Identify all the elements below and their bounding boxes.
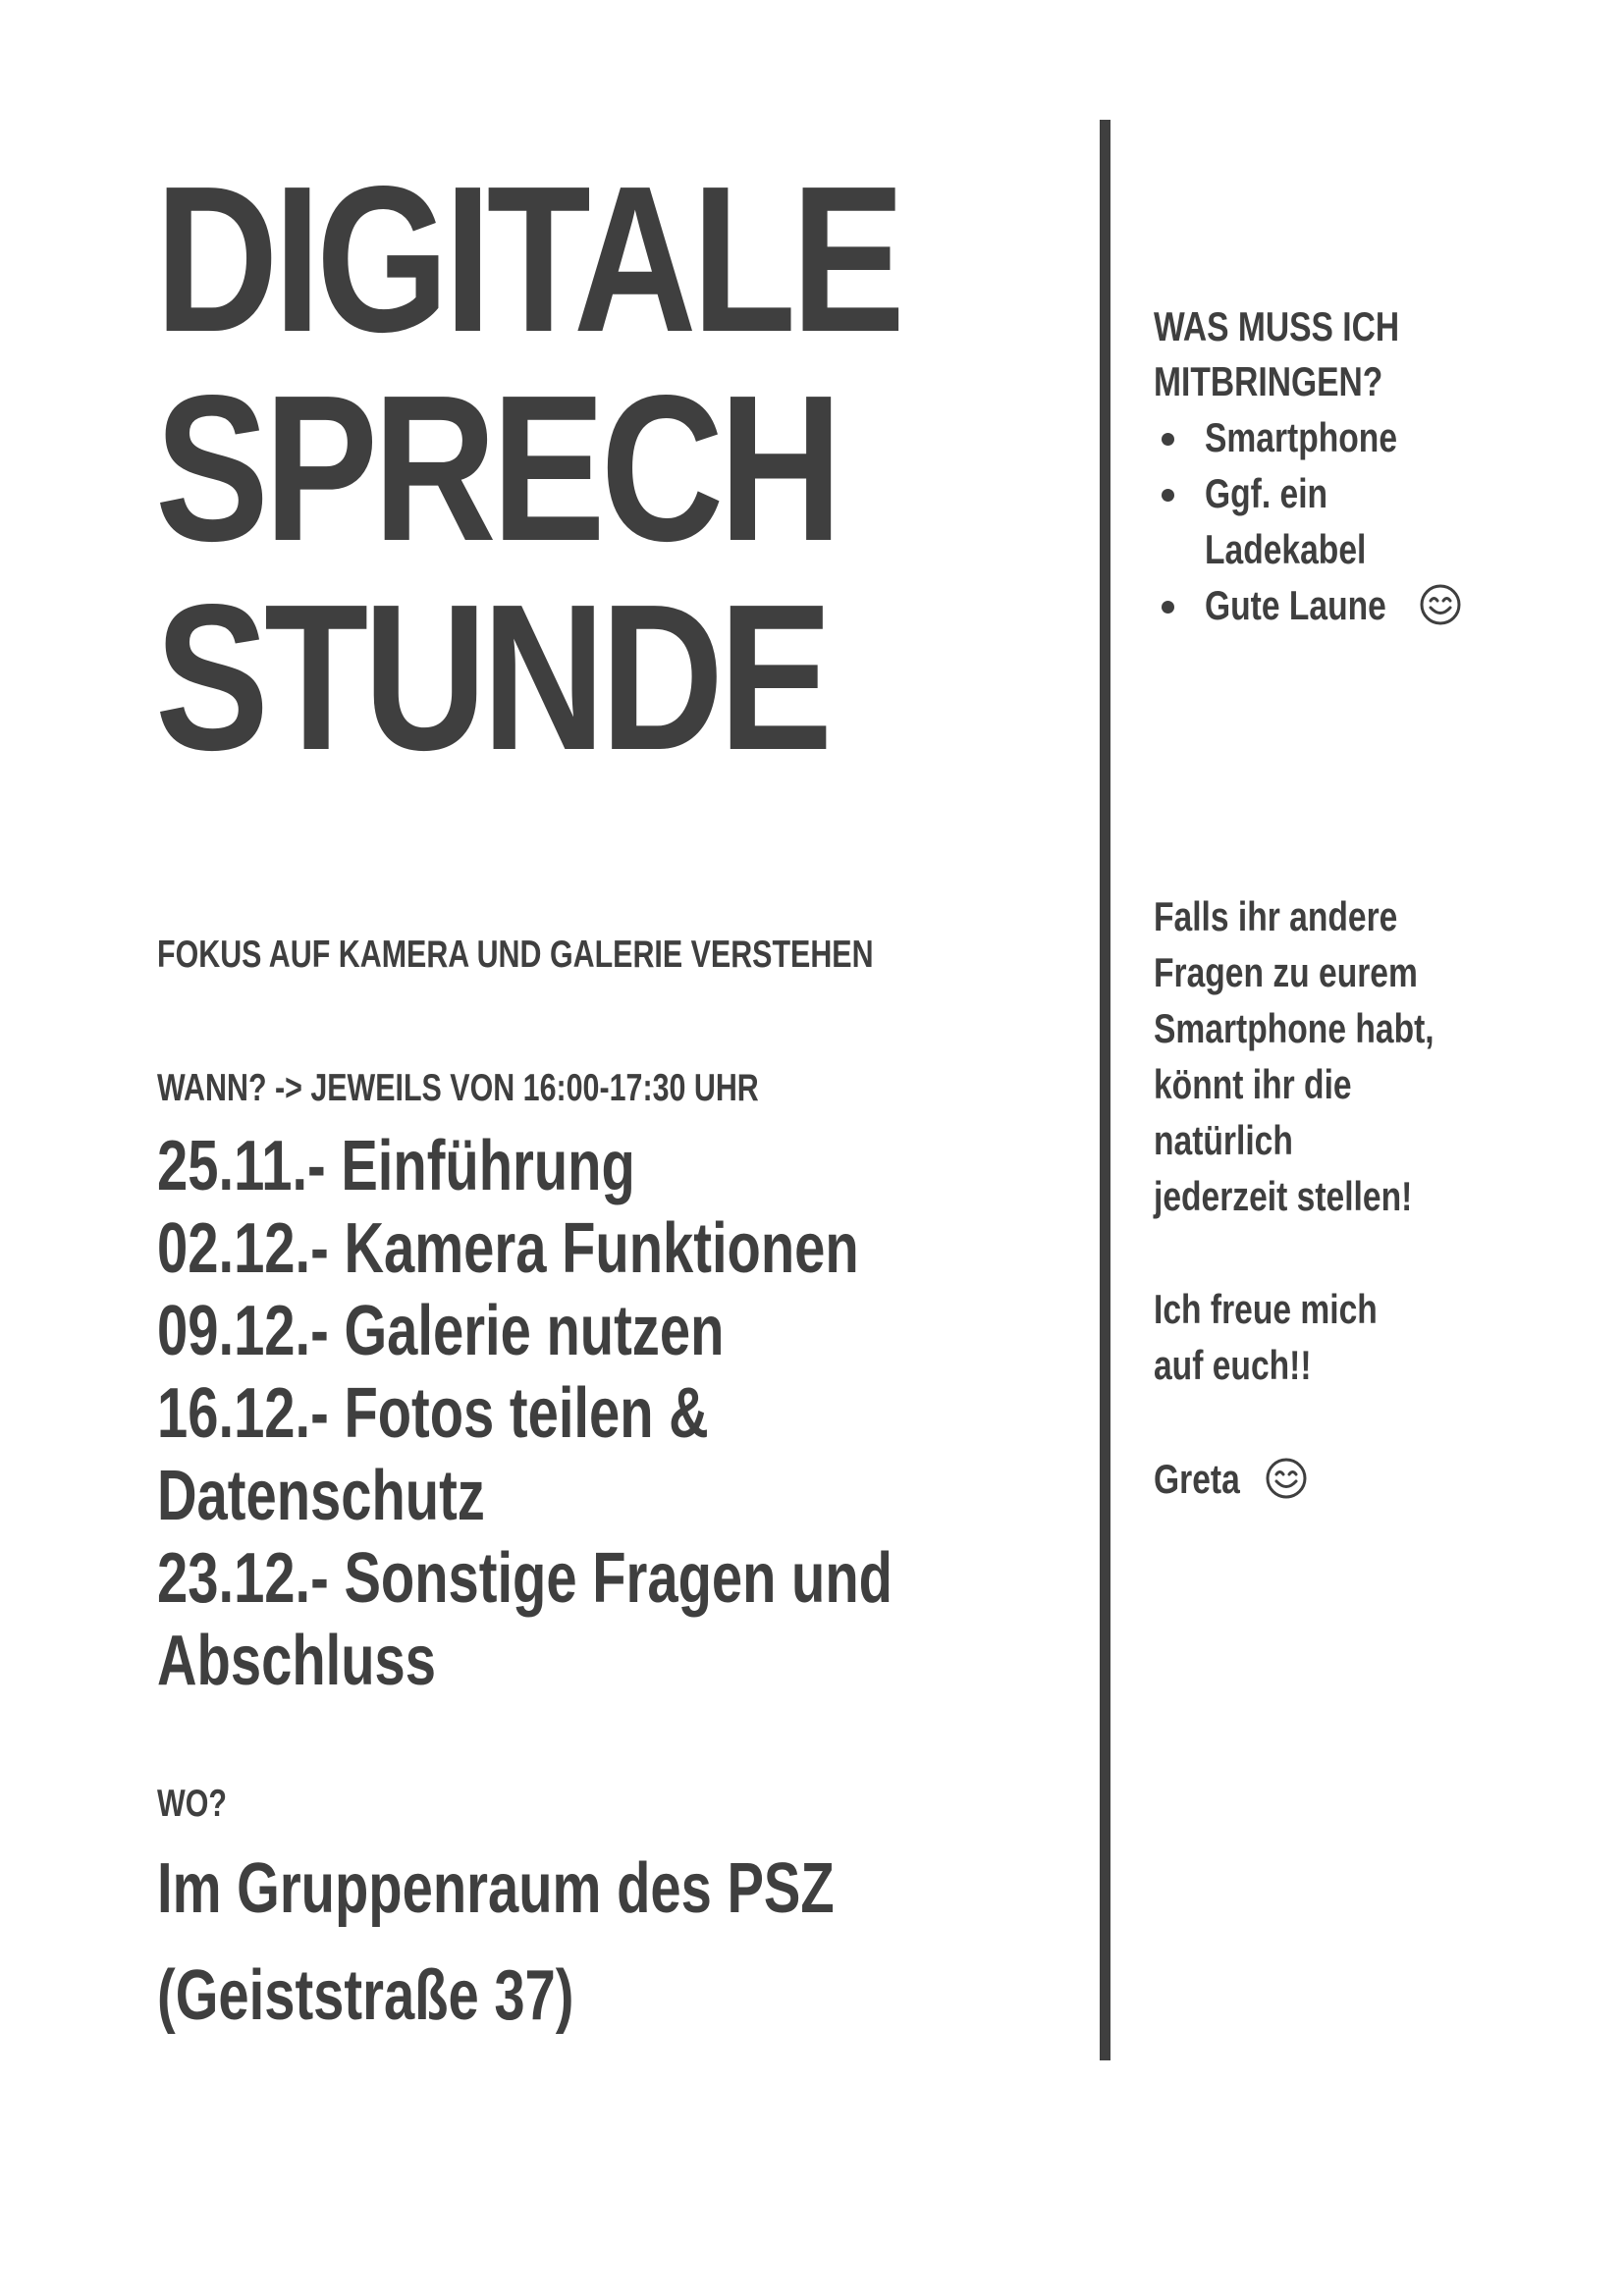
schedule-line: 23.12.- Sonstige Fragen und (157, 1539, 893, 1618)
bullet-icon (1162, 601, 1174, 614)
bullet-icon (1162, 489, 1174, 502)
subtitle: FOKUS AUF KAMERA UND GALERIE VERSTEHEN (157, 934, 874, 976)
note-line: jederzeit stellen! (1154, 1173, 1413, 1219)
signature (1154, 1451, 1262, 1507)
location-address: (Geiststraße 37) (157, 1956, 574, 2035)
note-line: könnt ihr die (1154, 1061, 1352, 1107)
bring-heading-line-2: MITBRINGEN? (1154, 358, 1383, 404)
smiley-icon (1265, 1457, 1308, 1500)
list-item (1154, 465, 1445, 521)
other-questions-note (1154, 888, 1435, 1224)
note-line: natürlich (1154, 1117, 1293, 1163)
bring-section (1154, 299, 1566, 628)
bring-item-label: Gute Laune (1205, 582, 1386, 628)
bullet-icon (1162, 433, 1174, 446)
closing-note (1154, 1281, 1378, 1393)
schedule-line: Datenschutz (157, 1457, 485, 1535)
bring-list (1154, 409, 1445, 633)
schedule-line: 25.11.- Einführung (157, 1127, 635, 1205)
list-item (1154, 409, 1445, 465)
schedule-list (157, 1125, 893, 1702)
bring-item-label: Smartphone (1205, 414, 1398, 460)
bring-heading (1154, 299, 1484, 409)
bring-item-label: Ladekabel (1205, 526, 1367, 572)
title-line-1: DIGITALE (155, 142, 900, 375)
note-line: Falls ihr andere (1154, 893, 1398, 939)
schedule-line: 02.12.- Kamera Funktionen (157, 1209, 859, 1288)
title-line-3: STUNDE (155, 561, 829, 793)
schedule-line: Abschluss (157, 1622, 437, 1700)
note-line: auf euch!! (1154, 1342, 1312, 1388)
location-room: Im Gruppenraum des PSZ (157, 1849, 835, 1928)
bring-item-label: Ggf. ein (1205, 470, 1328, 516)
schedule-line: 16.12.- Fotos teilen & (157, 1374, 709, 1453)
schedule-line: 09.12.- Galerie nutzen (157, 1292, 725, 1370)
column-divider (1100, 120, 1110, 2060)
smiley-icon (1419, 583, 1462, 626)
note-line: Fragen zu eurem (1154, 949, 1418, 995)
list-item (1154, 577, 1445, 633)
note-line: Smartphone habt, (1154, 1005, 1435, 1051)
bring-heading-line-1: WAS MUSS ICH (1154, 303, 1400, 349)
signature-name: Greta (1154, 1456, 1240, 1502)
list-item-continuation (1154, 521, 1445, 577)
title-line-2: SPRECH (155, 351, 838, 584)
flyer-title (155, 142, 900, 793)
note-line: Ich freue mich (1154, 1286, 1378, 1332)
where-heading: WO? (157, 1783, 227, 1825)
when-heading: WANN? -> JEWEILS VON 16:00-17:30 UHR (157, 1067, 759, 1109)
